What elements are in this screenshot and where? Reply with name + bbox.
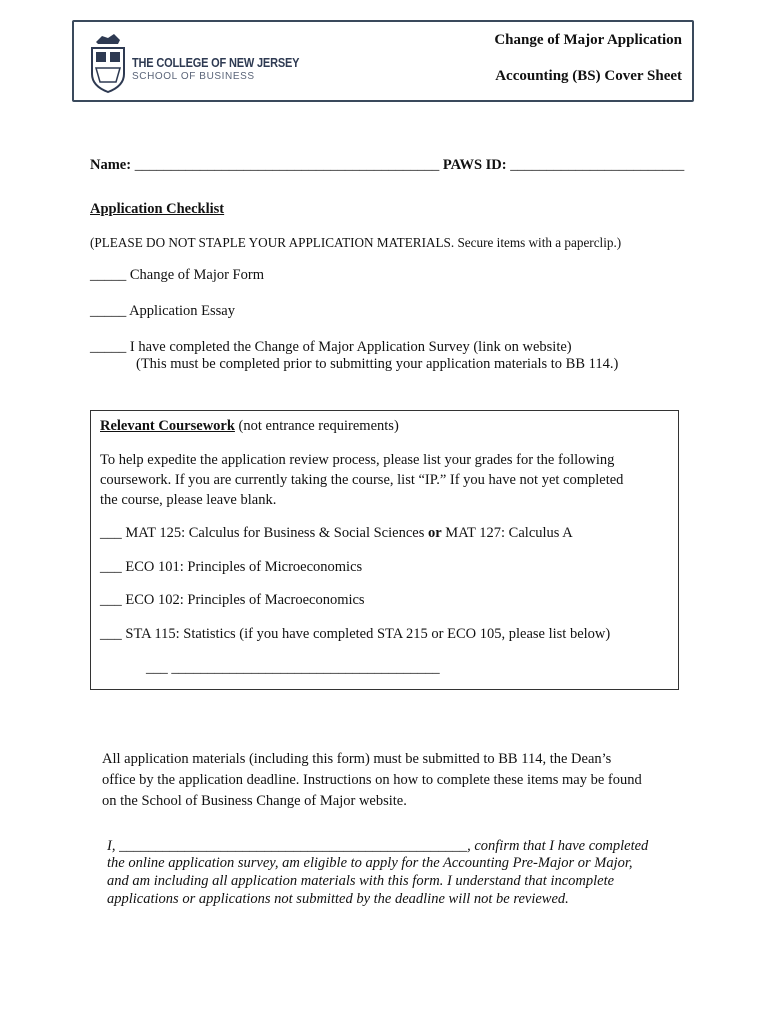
staple-note: (PLEASE DO NOT STAPLE YOUR APPLICATION MATERIALS. Secure items with a paperclip.) [90, 235, 622, 250]
document-title: Change of Major Application [494, 32, 682, 48]
course-mat-or: or [427, 525, 442, 541]
course-eco-101[interactable]: ___ ECO 101: Principles of Microeconomics [100, 559, 363, 575]
name-label: Name: [90, 157, 132, 173]
logo-school-name: SCHOOL OF BUSINESS [132, 71, 255, 82]
affirmation-line-3: and am including all application materials with this form. I understand that incomplete [107, 873, 615, 889]
logo-college-name: THE COLLEGE OF NEW JERSEY [132, 56, 300, 70]
survey-note: (This must be completed prior to submitting your application materials to BB 114.) [136, 356, 619, 372]
submission-text-1: All application materials (including this form) must be submitted to BB 114, the Dean’s [102, 751, 612, 767]
checklist-item-form[interactable]: _____ Change of Major Form [90, 267, 264, 283]
coursework-heading-line [100, 418, 399, 435]
coursework-heading: Relevant Coursework [100, 418, 235, 434]
coursework-heading-suffix: (not entrance requirements) [234, 418, 399, 434]
header-box [72, 20, 694, 102]
coursework-instructions-3: the course, please leave blank. [100, 492, 277, 508]
course-eco-102[interactable]: ___ ECO 102: Principles of Macroeconomics [100, 592, 365, 608]
checklist-heading: Application Checklist [90, 201, 225, 217]
course-mat[interactable] [100, 525, 573, 542]
lion-crest-icon [88, 28, 128, 96]
course-mat-alt: MAT 127: Calculus A [441, 525, 573, 541]
submission-text-3: on the School of Business Change of Major website. [102, 793, 407, 809]
paws-id-field[interactable]: ________________________ [510, 157, 685, 173]
course-mat-text: ___ MAT 125: Calculus for Business & Social Sciences [100, 525, 428, 541]
course-sta-115[interactable]: ___ STA 115: Statistics (if you have completed STA 215 or ECO 105, please list below) [100, 626, 611, 642]
submission-text-2: office by the application deadline. Instructions on how to complete these items may be found [102, 772, 642, 788]
checklist-item-essay[interactable]: _____ Application Essay [90, 303, 235, 319]
coursework-instructions-1: To help expedite the application review process, please list your grades for the following [100, 452, 615, 468]
paws-id-label: PAWS ID: [442, 157, 507, 173]
affirmation-line-4: applications or applications not submitted by the deadline will not be reviewed. [107, 891, 569, 907]
college-logo [88, 28, 300, 98]
checklist-item-survey[interactable]: _____ I have completed the Change of Major Application Survey (link on website) [90, 339, 572, 355]
document-subtitle: Accounting (BS) Cover Sheet [495, 68, 682, 84]
course-alt-blank[interactable]: ___ _____________________________________ [146, 660, 440, 676]
name-field[interactable]: __________________________________________ [134, 157, 440, 173]
affirmation-line-2: the online application survey, am eligible to apply for the Accounting Pre-Major or Major, [107, 855, 633, 871]
coursework-instructions-2: coursework. If you are currently taking the course, list “IP.” If you have not yet completed [100, 472, 624, 488]
name-paws-line [90, 157, 684, 174]
affirmation-line-1[interactable]: I, ________________________________________________, confirm that I have completed [107, 838, 649, 854]
